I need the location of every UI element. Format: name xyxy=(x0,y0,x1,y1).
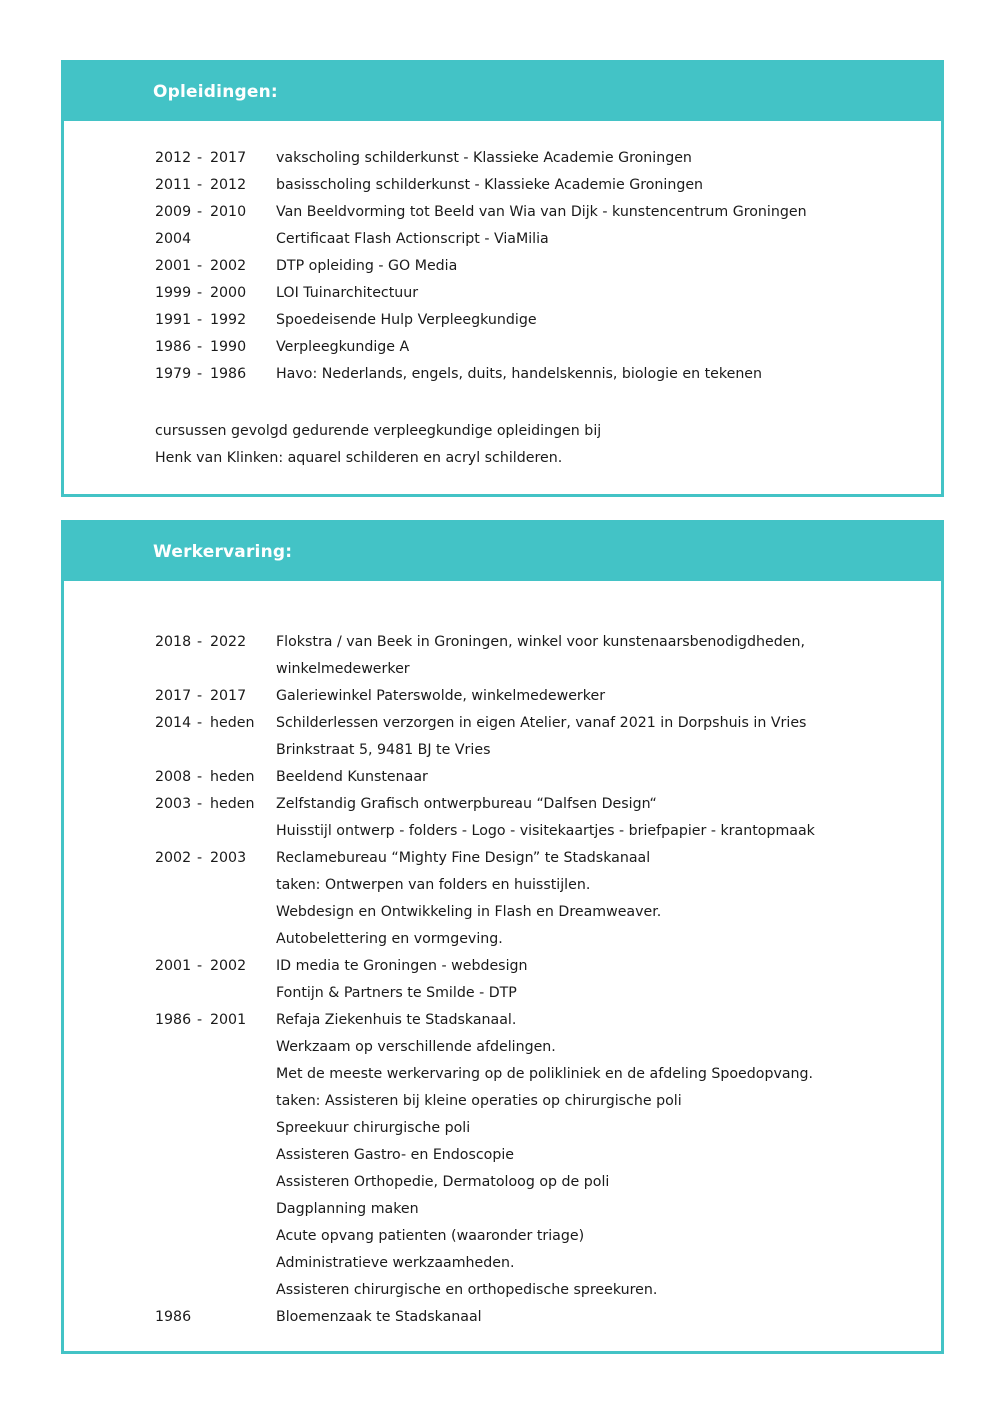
end-year: 2017 xyxy=(210,150,247,166)
entry-description: Van Beeldvorming tot Beeld van Wia van Dijk - kunstencentrum Groningen xyxy=(276,204,807,220)
end-year: 2003 xyxy=(210,850,247,866)
start-year: 2001 xyxy=(155,958,192,974)
entry-description: winkelmedewerker xyxy=(276,661,410,677)
entry-description: Spreekuur chirurgische poli xyxy=(276,1120,471,1136)
start-year: 1991 xyxy=(155,312,192,328)
education-row xyxy=(155,253,931,280)
education-row xyxy=(155,334,931,361)
experience-row xyxy=(155,1034,931,1061)
end-year: 2012 xyxy=(210,177,247,193)
entry-description: Administratieve werkzaamheden. xyxy=(276,1255,515,1271)
end-year: 2000 xyxy=(210,285,247,301)
year-separator: - xyxy=(197,366,203,382)
entry-description: LOI Tuinarchitectuur xyxy=(276,285,419,301)
end-year: 2002 xyxy=(210,958,247,974)
opleidingen-notes xyxy=(155,418,601,472)
entry-description: vakscholing schilderkunst - Klassieke Academie Groningen xyxy=(276,150,692,166)
start-year: 1986 xyxy=(155,339,192,355)
end-year: 2017 xyxy=(210,688,247,704)
entry-description: Certificaat Flash Actionscript - ViaMilia xyxy=(276,231,549,247)
start-year: 2017 xyxy=(155,688,192,704)
year-separator: - xyxy=(197,150,203,166)
entry-description: Schilderlessen verzorgen in eigen Atelier, vanaf 2021 in Dorpshuis in Vries xyxy=(276,715,807,731)
entry-description: basisscholing schilderkunst - Klassieke Academie Groningen xyxy=(276,177,704,193)
werkervaring-section xyxy=(61,520,944,1354)
end-year: heden xyxy=(210,796,255,812)
entry-description: Bloemenzaak te Stadskanaal xyxy=(276,1309,482,1325)
year-separator: - xyxy=(197,1012,203,1028)
education-row xyxy=(155,361,931,388)
start-year: 1999 xyxy=(155,285,192,301)
end-year: 2001 xyxy=(210,1012,247,1028)
end-year: 2002 xyxy=(210,258,247,274)
start-year: 2003 xyxy=(155,796,192,812)
year-separator: - xyxy=(197,769,203,785)
werkervaring-title: Werkervaring: xyxy=(153,542,293,562)
experience-row xyxy=(155,629,931,656)
entry-description: ID media te Groningen - webdesign xyxy=(276,958,528,974)
year-separator: - xyxy=(197,715,203,731)
year-separator: - xyxy=(197,177,203,193)
entry-description: Huisstijl ontwerp - folders - Logo - visitekaartjes - briefpapier - krantopmaak xyxy=(276,823,815,839)
experience-row xyxy=(155,818,931,845)
experience-row xyxy=(155,1088,931,1115)
entry-description: taken: Ontwerpen van folders en huisstijlen. xyxy=(276,877,591,893)
start-year: 2001 xyxy=(155,258,192,274)
start-year: 2018 xyxy=(155,634,192,650)
entry-description: Werkzaam op verschillende afdelingen. xyxy=(276,1039,556,1055)
education-row xyxy=(155,172,931,199)
experience-row xyxy=(155,872,931,899)
note-line: Henk van Klinken: aquarel schilderen en acryl schilderen. xyxy=(155,450,563,466)
opleidingen-section xyxy=(61,60,944,497)
entry-description: Met de meeste werkervaring op de polikliniek en de afdeling Spoedopvang. xyxy=(276,1066,814,1082)
start-year: 2012 xyxy=(155,150,192,166)
entry-description: DTP opleiding - GO Media xyxy=(276,258,458,274)
entry-description: Havo: Nederlands, engels, duits, handelskennis, biologie en tekenen xyxy=(276,366,763,382)
start-year: 1979 xyxy=(155,366,192,382)
entry-description: Refaja Ziekenhuis te Stadskanaal. xyxy=(276,1012,517,1028)
opleidingen-list xyxy=(155,145,931,388)
year-separator: - xyxy=(197,958,203,974)
experience-row xyxy=(155,1223,931,1250)
experience-row xyxy=(155,1061,931,1088)
end-year: 1990 xyxy=(210,339,247,355)
experience-row xyxy=(155,1250,931,1277)
education-row xyxy=(155,199,931,226)
year-separator: - xyxy=(197,796,203,812)
experience-row xyxy=(155,899,931,926)
entry-description: Webdesign en Ontwikkeling in Flash en Dreamweaver. xyxy=(276,904,662,920)
year-separator: - xyxy=(197,258,203,274)
entry-description: Reclamebureau “Mighty Fine Design” te Stadskanaal xyxy=(276,850,651,866)
experience-row xyxy=(155,980,931,1007)
experience-row xyxy=(155,1196,931,1223)
start-year: 2002 xyxy=(155,850,192,866)
opleidingen-title: Opleidingen: xyxy=(153,82,278,102)
end-year: heden xyxy=(210,715,255,731)
entry-description: taken: Assisteren bij kleine operaties op chirurgische poli xyxy=(276,1093,682,1109)
entry-description: Acute opvang patienten (waaronder triage) xyxy=(276,1228,585,1244)
start-year: 2008 xyxy=(155,769,192,785)
entry-description: Dagplanning maken xyxy=(276,1201,419,1217)
end-year: 1986 xyxy=(210,366,247,382)
experience-row xyxy=(155,1142,931,1169)
education-row xyxy=(155,145,931,172)
year-separator: - xyxy=(197,285,203,301)
entry-description: Verpleegkundige A xyxy=(276,339,410,355)
experience-row xyxy=(155,1304,931,1331)
werkervaring-header xyxy=(64,523,941,581)
start-year: 2009 xyxy=(155,204,192,220)
start-year: 1986 xyxy=(155,1012,192,1028)
education-row xyxy=(155,307,931,334)
year-separator: - xyxy=(197,850,203,866)
entry-description: Autobelettering en vormgeving. xyxy=(276,931,503,947)
experience-row xyxy=(155,737,931,764)
entry-description: Assisteren Gastro- en Endoscopie xyxy=(276,1147,515,1163)
experience-row xyxy=(155,1169,931,1196)
end-year: 2022 xyxy=(210,634,247,650)
end-year: 1992 xyxy=(210,312,247,328)
year-separator: - xyxy=(197,312,203,328)
start-year: 1986 xyxy=(155,1309,192,1325)
year-separator: - xyxy=(197,688,203,704)
entry-description: Beeldend Kunstenaar xyxy=(276,769,428,785)
opleidingen-header xyxy=(64,63,941,121)
entry-description: Zelfstandig Grafisch ontwerpbureau “Dalfsen Design“ xyxy=(276,796,657,812)
experience-row xyxy=(155,1007,931,1034)
entry-description: Assisteren chirurgische en orthopedische spreekuren. xyxy=(276,1282,658,1298)
experience-row xyxy=(155,1277,931,1304)
experience-row xyxy=(155,1115,931,1142)
education-row xyxy=(155,280,931,307)
year-separator: - xyxy=(197,634,203,650)
end-year: 2010 xyxy=(210,204,247,220)
experience-row xyxy=(155,710,931,737)
entry-description: Flokstra / van Beek in Groningen, winkel voor kunstenaarsbenodigdheden, xyxy=(276,634,805,650)
entry-description: Spoedeisende Hulp Verpleegkundige xyxy=(276,312,537,328)
experience-row xyxy=(155,656,931,683)
start-year: 2004 xyxy=(155,231,192,247)
entry-description: Assisteren Orthopedie, Dermatoloog op de poli xyxy=(276,1174,610,1190)
entry-description: Galeriewinkel Paterswolde, winkelmedewerker xyxy=(276,688,606,704)
experience-row xyxy=(155,764,931,791)
end-year: heden xyxy=(210,769,255,785)
experience-row xyxy=(155,791,931,818)
note-line: cursussen gevolgd gedurende verpleegkundige opleidingen bij xyxy=(155,423,602,439)
year-separator: - xyxy=(197,204,203,220)
entry-description: Brinkstraat 5, 9481 BJ te Vries xyxy=(276,742,491,758)
start-year: 2014 xyxy=(155,715,192,731)
start-year: 2011 xyxy=(155,177,192,193)
year-separator: - xyxy=(197,339,203,355)
experience-row xyxy=(155,926,931,953)
education-row xyxy=(155,226,931,253)
experience-row xyxy=(155,683,931,710)
werkervaring-list xyxy=(155,629,931,1331)
entry-description: Fontijn & Partners te Smilde - DTP xyxy=(276,985,517,1001)
experience-row xyxy=(155,845,931,872)
experience-row xyxy=(155,953,931,980)
